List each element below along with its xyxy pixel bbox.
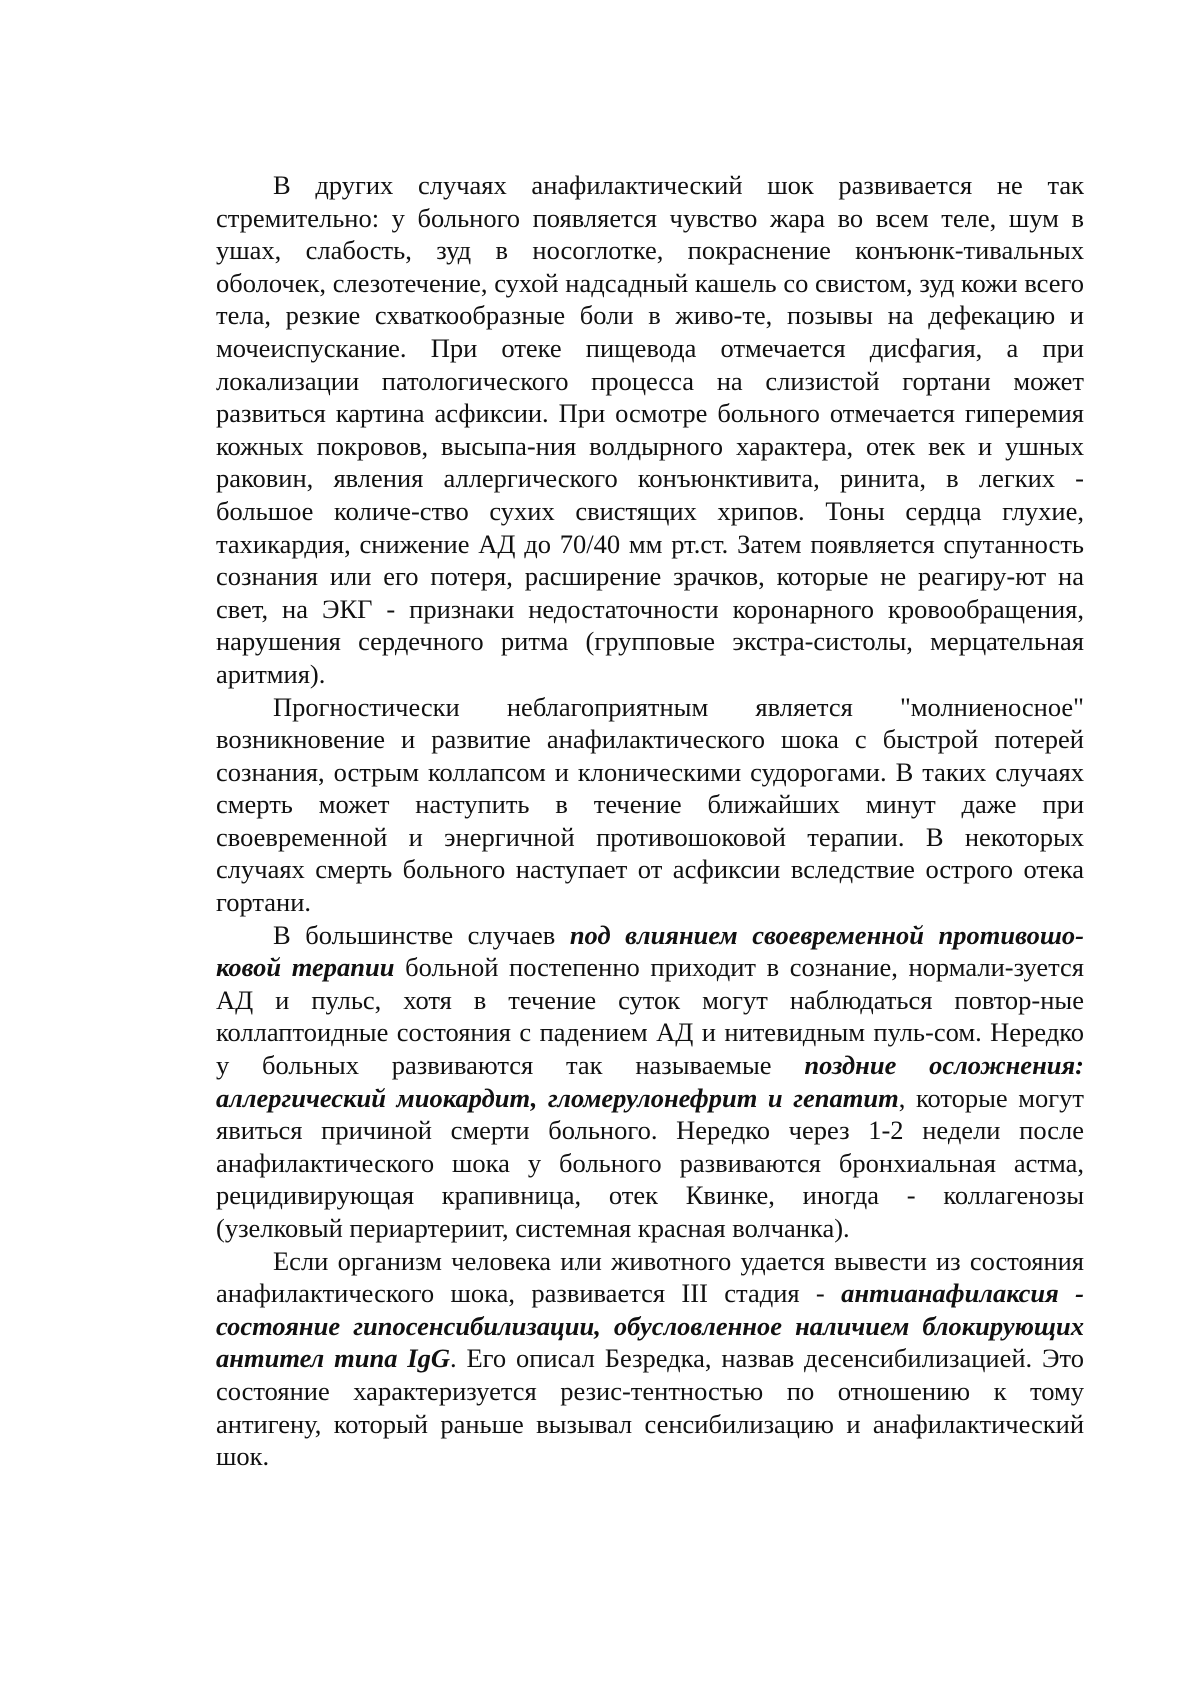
- paragraph-text: больной постепенно приходит в сознание, нормали-зуется АД и пульс, хотя в течение суток могут наблюдаться повтор-ные коллаптоидные состояния с падением АД и нитевидным пуль-сом. Нередко у больных развиваются так называемые: [216, 952, 1084, 1081]
- paragraph-text: Прогностически неблагоприятным является "молниеносное" возникновение и развитие анафилактического шока с быстрой потерей сознания, острым коллапсом и клоническими судорогами. В таких случаях смерть может наступить в течение ближайших минут даже при своевременной и энергичной противошоковой терапии. В некоторых случаях смерть больного наступает от асфиксии вследствие острого отека гортани.: [216, 691, 1084, 918]
- paragraph-2: [216, 691, 1084, 919]
- paragraph-text: В большинстве случаев: [273, 919, 570, 950]
- body-text: [216, 169, 1084, 1473]
- emphasis-text: поздние осложнения: аллергический миокардит, гломерулонефрит и гепатит: [216, 1050, 1084, 1113]
- paragraph-text: Если организм человека или животного удается вывести из состояния анафилактического шока, развивается III стадия -: [216, 1245, 1084, 1309]
- paragraph-text: В других случаях анафилактический шок развивается не так стремительно: у больного появляется чувство жара во всем теле, шум в ушах, слабость, зуд в носоглотке, покраснение конъюнк-тивальных оболочек, слезотечение, сухой надсадный кашель со свистом, зуд кожи всего тела, резкие схваткообразные боли в живо-те, позывы на дефекацию и мочеиспускание. При отеке пищевода отмечается дисфагия, а при локализации патологического процесса на слизистой гортани может развиться картина асфиксии. При осмотре больного отмечается гиперемия кожных покровов, высыпа-ния волдырного характера, отек век и ушных раковин, явления аллергического конъюнктивита, ринита, в легких - большое количе-ство сухих свистящих хрипов. Тоны сердца глухие, тахикардия, снижение АД до 70/40 мм рт.ст. Затем появляется спутанность сознания или его потеря, расширение зрачков, которые не реагиру-ют на свет, на ЭКГ - признаки недостаточности коронарного кровообращения, нарушения сердечного ритма (групповые экстра-систолы, мерцательная аритмия).: [216, 170, 1084, 689]
- paragraph-3: [216, 919, 1084, 1245]
- paragraph-text: , которые могут явиться причиной смерти больного. Нередко через 1-2 недели после анафилактического шока у больного развиваются бронхиальная астма, рецидивирующая крапивница, отек Квинке, иногда - коллагенозы (узелковый периартериит, системная красная волчанка).: [216, 1082, 1084, 1243]
- paragraph-1: [216, 169, 1084, 691]
- emphasis-text: под влиянием своевременной противошо-ковой терапии: [216, 919, 1084, 983]
- emphasis-text: антианафилаксия - состояние гипосенсибилизации, обусловленное наличием блокирующих антител типа IgG: [216, 1278, 1084, 1374]
- paragraph-4: [216, 1245, 1084, 1473]
- paragraph-text: . Его описал Безредка, назвав десенсибилизацией. Это состояние характеризуется резис-тентностью по отношению к тому антигену, который раньше вызывал сенсибилизацию и анафилактический шок.: [216, 1343, 1084, 1472]
